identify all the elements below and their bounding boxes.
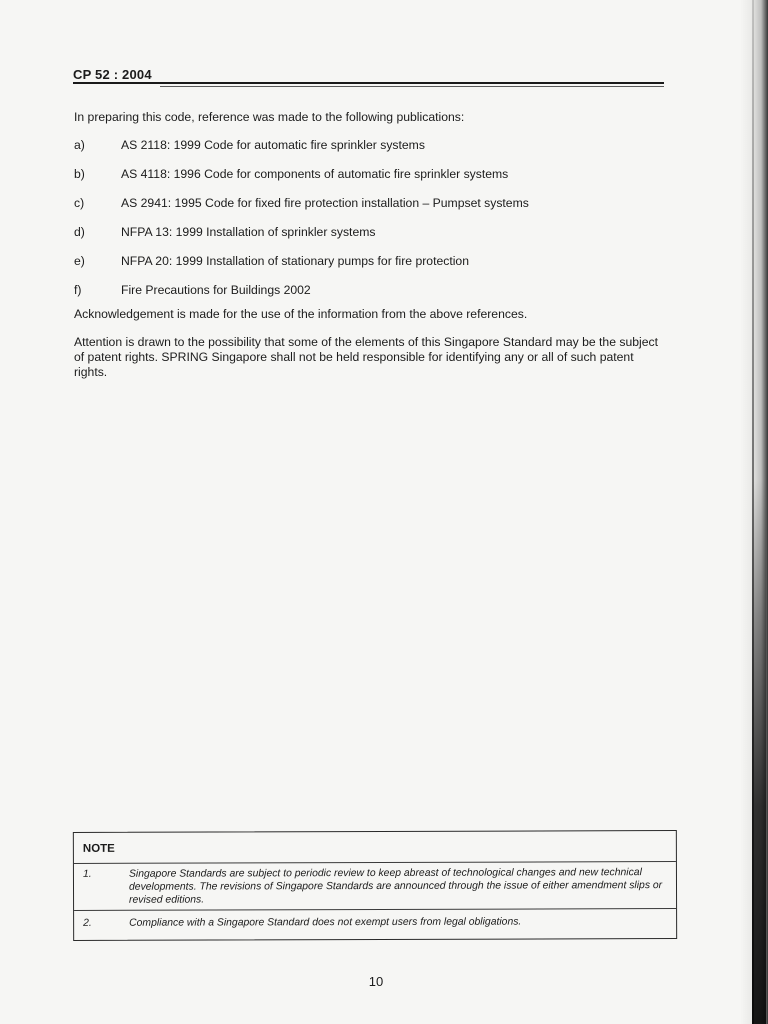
standard-code: CP 52 : 2004 xyxy=(73,67,152,82)
reference-item xyxy=(74,225,674,254)
note-title: NOTE xyxy=(82,842,115,855)
reference-letter: f) xyxy=(74,283,82,297)
reference-text: Fire Precautions for Buildings 2002 xyxy=(121,283,311,297)
reference-letter: a) xyxy=(74,138,85,152)
reference-letter: b) xyxy=(74,167,85,181)
note-divider xyxy=(74,908,676,911)
acknowledgement-paragraph: Acknowledgement is made for the use of the information from the above references. xyxy=(74,307,528,321)
patent-attention-paragraph: Attention is drawn to the possibility that some of the elements of this Singapore Standard may be the subject of patent rights. SPRING Singapore shall not be held responsible for identifying any or all of such patent rights. xyxy=(74,335,658,379)
reference-letter: c) xyxy=(74,196,85,210)
header-rule-secondary xyxy=(160,86,664,87)
header-rule xyxy=(73,82,664,84)
note-item-text: Singapore Standards are subject to periodic review to keep abreast of technological changes and new technical developments. The revisions of Singapore Standards are announced through the issue of either amendment slips or revised editions. xyxy=(128,867,663,906)
note-item-number: 1. xyxy=(82,868,92,880)
reference-text: AS 4118: 1996 Code for components of automatic fire sprinkler systems xyxy=(121,167,509,181)
note-item-number: 2. xyxy=(83,917,92,929)
reference-item xyxy=(74,254,674,283)
reference-letter: e) xyxy=(74,254,85,268)
reference-item xyxy=(74,167,674,196)
reference-list xyxy=(74,138,674,312)
reference-item xyxy=(74,196,674,225)
scan-edge-dark xyxy=(752,480,766,1024)
reference-item xyxy=(74,138,674,167)
intro-paragraph: In preparing this code, reference was made to the following publications: xyxy=(74,110,465,124)
note-item xyxy=(74,915,676,929)
page-number: 10 xyxy=(368,974,384,989)
note-divider xyxy=(74,861,676,864)
reference-text: AS 2941: 1995 Code for fixed fire protection installation – Pumpset systems xyxy=(121,196,529,210)
reference-letter: d) xyxy=(74,225,85,239)
reference-text: AS 2118: 1999 Code for automatic fire sprinkler systems xyxy=(121,138,425,152)
reference-text: NFPA 13: 1999 Installation of sprinkler systems xyxy=(121,225,376,239)
note-box xyxy=(73,830,677,941)
note-item xyxy=(74,866,676,906)
reference-text: NFPA 20: 1999 Installation of stationary pumps for fire protection xyxy=(121,254,469,268)
note-item-text: Compliance with a Singapore Standard does not exempt users from legal obligations. xyxy=(129,916,522,929)
